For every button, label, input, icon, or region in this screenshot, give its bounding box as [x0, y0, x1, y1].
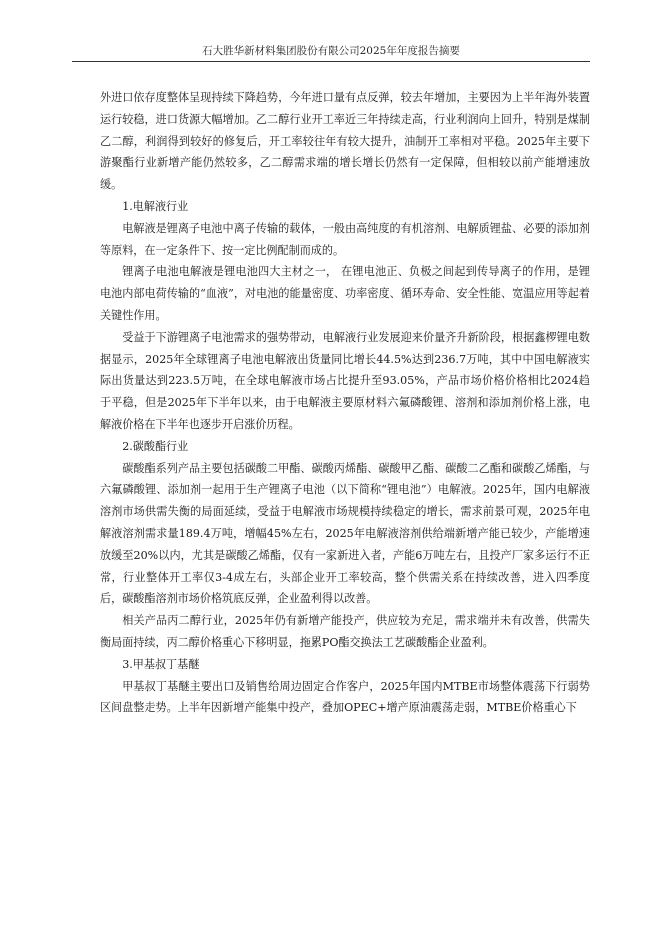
document-body	[100, 87, 590, 719]
section-heading: 1.电解液行业	[122, 199, 189, 213]
paragraph: 外进口依存度整体呈现持续下降趋势，今年进口量有点反弹，较去年增加，主要因为上半年海外装置运行较稳，进口货源大幅增加。乙二醇行业开工率近三年持续走高，行业利润向上回升，特别是煤制乙二醇，利润得到较好的修复后，开工率较往年有较大提升，油制开工率相对平稳。2025年主要下游聚酯行业新增产能仍然较多，乙二醇需求端的增长增长仍然有一定保障，但相较以前产能增速放缓。	[100, 91, 590, 192]
header-divider	[72, 61, 590, 62]
paragraph: 相关产品丙二醇行业，2025年仍有新增产能投产，供应较为充足，需求端并未有改善，供需失衡局面持续，丙二醇价格重心下移明显，拖累PO酯交换法工艺碳酸酯企业盈利。	[100, 614, 590, 649]
paragraph: 甲基叔丁基醚主要出口及销售给周边固定合作客户，2025年国内MTBE市场整体震荡下行弱势区间盘整走势。上半年因新增产能集中投产，叠加OPEC+增产原油震荡走弱，MTBE价格重心下	[100, 679, 590, 715]
paragraph: 锂离子电池电解液是锂电池四大主材之一， 在锂电池正、负极之间起到传导离子的作用，是锂电池内部电荷传输的“血液”，对电池的能量密度、功率密度、循环寿命、安全性能、宽温应用等起着关键性作用。	[100, 265, 590, 322]
section-heading: 3.甲基叔丁基醚	[122, 657, 200, 671]
paragraph: 受益于下游锂离子电池需求的强势带动，电解液行业发展迎来价量齐升新阶段，根据鑫椤锂电数据显示，2025年全球锂离子电池电解液出货量同比增长44.5%达到236.7万吨，其中中国电解液实际出货量达到223.5万吨，在全球电解液市场占比提升至93.05%，产品市场价格价格相比2024趋于平稳，但是2025年下半年以来，由于电解液主要原材料六氟磷酸锂、溶剂和添加剂价格上涨，电解液价格在下半年也逐步开启涨价历程。	[100, 330, 590, 431]
paragraph: 碳酸酯系列产品主要包括碳酸二甲酯、碳酸丙烯酯、碳酸甲乙酯、碳酸二乙酯和碳酸乙烯酯，与六氟磷酸锂、添加剂一起用于生产锂离子电池（以下简称“锂电池”）电解液。2025年，国内电解液溶剂市场供需失衡的局面延续，受益于电解液市场规模持续稳定的增长，需求前景可观，2025年电解液溶剂需求量189.4万吨，增幅45%左右，2025年电解液溶剂供给端新增产能已较少，产能增速放缓至20%以内，尤其是碳酸乙烯酯，仅有一家新进入者，产能6万吨左右，且投产厂家多运行不正常，行业整体开工率仅3-4成左右，头部企业开工率较高，整个供需关系在持续改善，进入四季度后，碳酸酯溶剂市场价格筑底反弹，企业盈利得以改善。	[100, 461, 590, 606]
paragraph: 电解液是锂离子电池中离子传输的载体，一般由高纯度的有机溶剂、电解质锂盐、必要的添加剂等原料，在一定条件下、按一定比例配制而成的。	[100, 221, 590, 257]
page-header: 石大胜华新材料集团股份有限公司2025年年度报告摘要	[202, 45, 460, 57]
section-heading: 2.碳酸酯行业	[122, 439, 189, 453]
